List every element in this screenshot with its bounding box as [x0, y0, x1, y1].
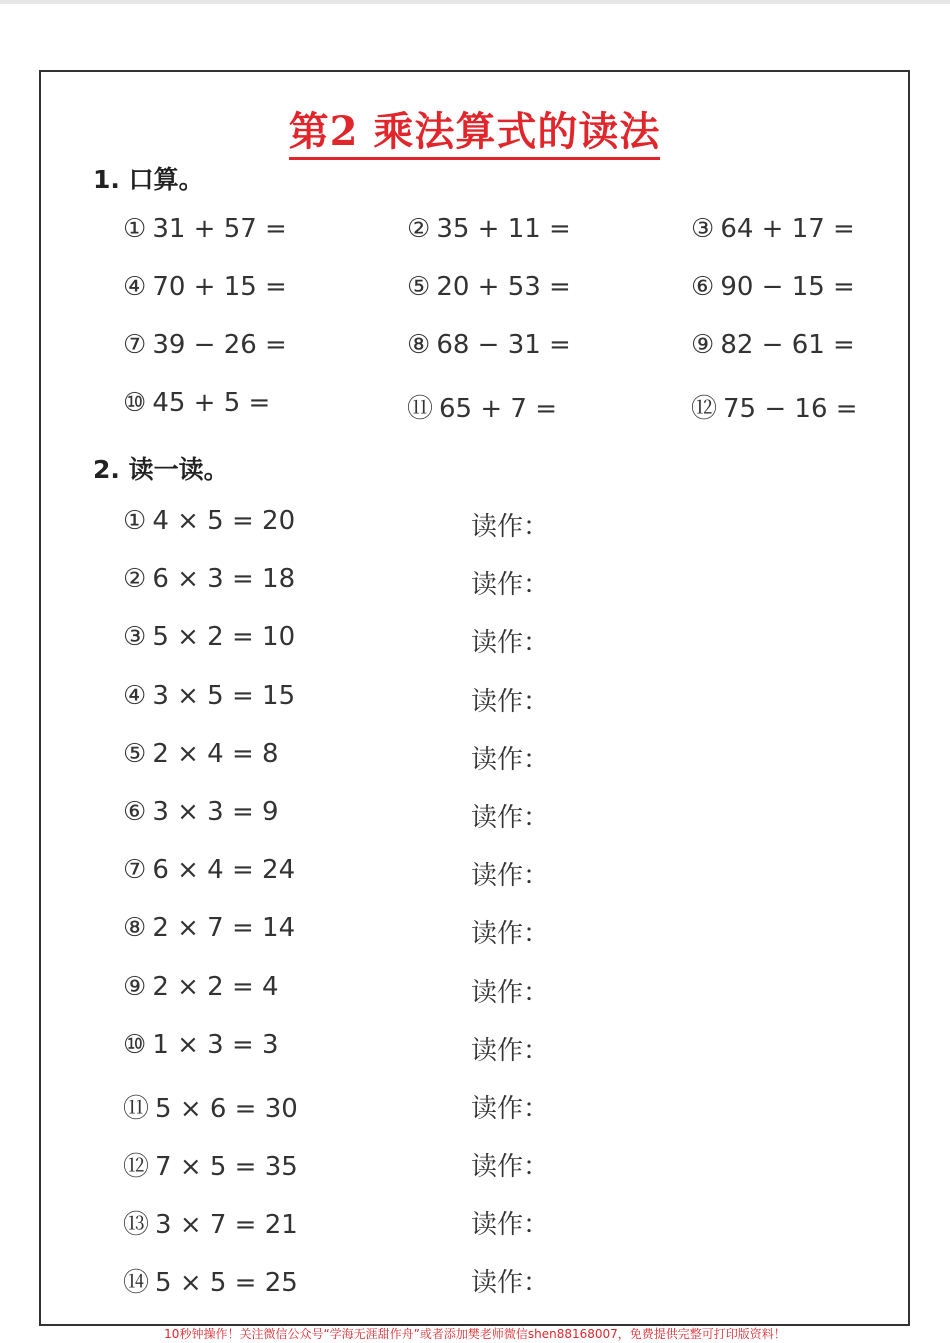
read-as-label: 读作： — [471, 1152, 550, 1183]
multiplication-equation — [123, 1146, 298, 1183]
multiplication-equation — [123, 1204, 298, 1241]
problem-number: ④ — [123, 272, 147, 302]
equation-text: 5 × 6 = 30 — [155, 1093, 298, 1124]
multiplication-equation — [123, 797, 279, 827]
list-item — [123, 972, 823, 1030]
problem-number: ⑫ — [691, 394, 718, 424]
problem-number: ③ — [691, 214, 715, 244]
equation-text: 1 × 3 = 3 — [152, 1029, 279, 1060]
list-item — [123, 1030, 823, 1088]
equation-text: 2 × 7 = 14 — [152, 913, 296, 944]
problem-item — [691, 388, 858, 425]
multiplication-equation — [123, 1030, 279, 1060]
item-number: ⑨ — [123, 971, 147, 1002]
item-number: ⑪ — [123, 1093, 150, 1124]
read-as-label: 读作： — [471, 628, 550, 659]
item-number: ⑧ — [123, 913, 147, 944]
problem-expression: 75 − 16 = — [723, 394, 858, 424]
problem-row — [123, 214, 883, 272]
problem-item — [407, 272, 571, 302]
problem-number: ② — [407, 214, 431, 244]
item-number: ⑥ — [123, 796, 147, 827]
problem-item — [407, 388, 557, 425]
problem-expression: 68 − 31 = — [436, 330, 571, 360]
problem-item — [691, 272, 855, 302]
item-number: ⑬ — [123, 1210, 150, 1241]
problem-item — [123, 330, 287, 360]
list-item — [123, 681, 823, 739]
read-as-label: 读作： — [471, 861, 550, 892]
problem-item — [691, 214, 855, 244]
problem-number: ⑩ — [123, 388, 147, 418]
multiplication-equation — [123, 913, 295, 943]
item-number: ⑦ — [123, 855, 147, 886]
equation-text: 6 × 3 = 18 — [152, 564, 296, 595]
multiplication-equation — [123, 1088, 298, 1125]
problem-item — [123, 388, 270, 418]
problem-expression: 70 + 15 = — [152, 272, 287, 302]
equation-text: 7 × 5 = 35 — [155, 1152, 298, 1183]
list-item — [123, 622, 823, 680]
read-as-label: 读作： — [471, 1093, 550, 1124]
list-item — [123, 855, 823, 913]
problem-expression: 64 + 17 = — [720, 214, 855, 244]
problem-expression: 35 + 11 = — [436, 214, 571, 244]
multiplication-equation — [123, 739, 279, 769]
reading-list — [123, 506, 823, 1321]
list-item — [123, 913, 823, 971]
problem-expression: 82 − 61 = — [720, 330, 855, 360]
item-number: ⑤ — [123, 738, 147, 769]
problem-expression: 20 + 53 = — [436, 272, 571, 302]
read-as-label: 读作： — [471, 977, 550, 1008]
section2-heading: 2. 读一读。 — [93, 455, 229, 484]
section1-heading: 1. 口算。 — [93, 165, 204, 194]
worksheet-frame — [39, 70, 910, 1326]
problem-expression: 39 − 26 = — [152, 330, 287, 360]
equation-text: 2 × 4 = 8 — [152, 738, 279, 769]
problem-row — [123, 330, 883, 388]
read-as-label: 读作： — [471, 570, 550, 601]
problem-item — [407, 330, 571, 360]
problem-item — [123, 214, 287, 244]
read-as-label: 读作： — [471, 1268, 550, 1299]
read-as-label: 读作： — [471, 802, 550, 833]
read-as-label: 读作： — [471, 919, 550, 950]
list-item — [123, 1146, 823, 1204]
problem-number: ⑥ — [691, 272, 715, 302]
problem-number: ① — [123, 214, 147, 244]
equation-text: 3 × 7 = 21 — [155, 1210, 298, 1241]
problem-number: ⑧ — [407, 330, 431, 360]
item-number: ⑭ — [123, 1268, 150, 1299]
problem-item — [123, 272, 287, 302]
problem-number: ⑦ — [123, 330, 147, 360]
problem-item — [407, 214, 571, 244]
list-item — [123, 506, 823, 564]
item-number: ① — [123, 506, 147, 536]
list-item — [123, 1204, 823, 1262]
list-item — [123, 797, 823, 855]
read-as-label: 读作： — [471, 744, 550, 775]
equation-text: 6 × 4 = 24 — [152, 855, 296, 886]
problem-expression: 90 − 15 = — [720, 272, 855, 302]
multiplication-equation — [123, 972, 279, 1002]
multiplication-equation — [123, 1262, 298, 1299]
list-item — [123, 1088, 823, 1146]
problem-item — [691, 330, 855, 360]
read-as-label: 读作： — [471, 1035, 550, 1066]
top-bar — [0, 0, 950, 4]
equation-text: 5 × 5 = 25 — [155, 1268, 298, 1299]
problem-expression: 45 + 5 = — [152, 388, 271, 418]
problem-number: ⑤ — [407, 272, 431, 302]
equation-text: 5 × 2 = 10 — [152, 622, 296, 653]
problem-number: ⑪ — [407, 394, 434, 424]
item-number: ④ — [123, 680, 147, 711]
item-number: ⑩ — [123, 1029, 147, 1060]
mental-math-grid — [123, 214, 883, 446]
read-as-label: 读作： — [471, 686, 550, 717]
problem-number: ⑨ — [691, 330, 715, 360]
item-number: ② — [123, 564, 147, 595]
equation-text: 3 × 5 = 15 — [152, 680, 296, 711]
multiplication-equation — [123, 564, 295, 594]
list-item — [123, 739, 823, 797]
multiplication-equation — [123, 506, 295, 536]
footer-note: 10秒钟操作！关注微信公众号“学海无涯甜作舟”或者添加樊老师微信shen88168007，免费提供完整可打印版资料！ — [164, 1327, 786, 1341]
equation-text: 4 × 5 = 20 — [152, 506, 296, 536]
list-item — [123, 1262, 823, 1320]
multiplication-equation — [123, 622, 295, 652]
worksheet-title: 第2 乘法算式的读法 — [41, 100, 908, 157]
item-number: ⑫ — [123, 1152, 150, 1183]
problem-expression: 31 + 57 = — [152, 214, 287, 244]
read-as-label: 读作： — [471, 512, 550, 542]
item-number: ③ — [123, 622, 147, 653]
problem-expression: 65 + 7 = — [439, 394, 558, 424]
equation-text: 3 × 3 = 9 — [152, 796, 279, 827]
read-as-label: 读作： — [471, 1210, 550, 1241]
equation-text: 2 × 2 = 4 — [152, 971, 279, 1002]
problem-row — [123, 272, 883, 330]
multiplication-equation — [123, 681, 295, 711]
multiplication-equation — [123, 855, 295, 885]
list-item — [123, 564, 823, 622]
problem-row — [123, 388, 883, 446]
